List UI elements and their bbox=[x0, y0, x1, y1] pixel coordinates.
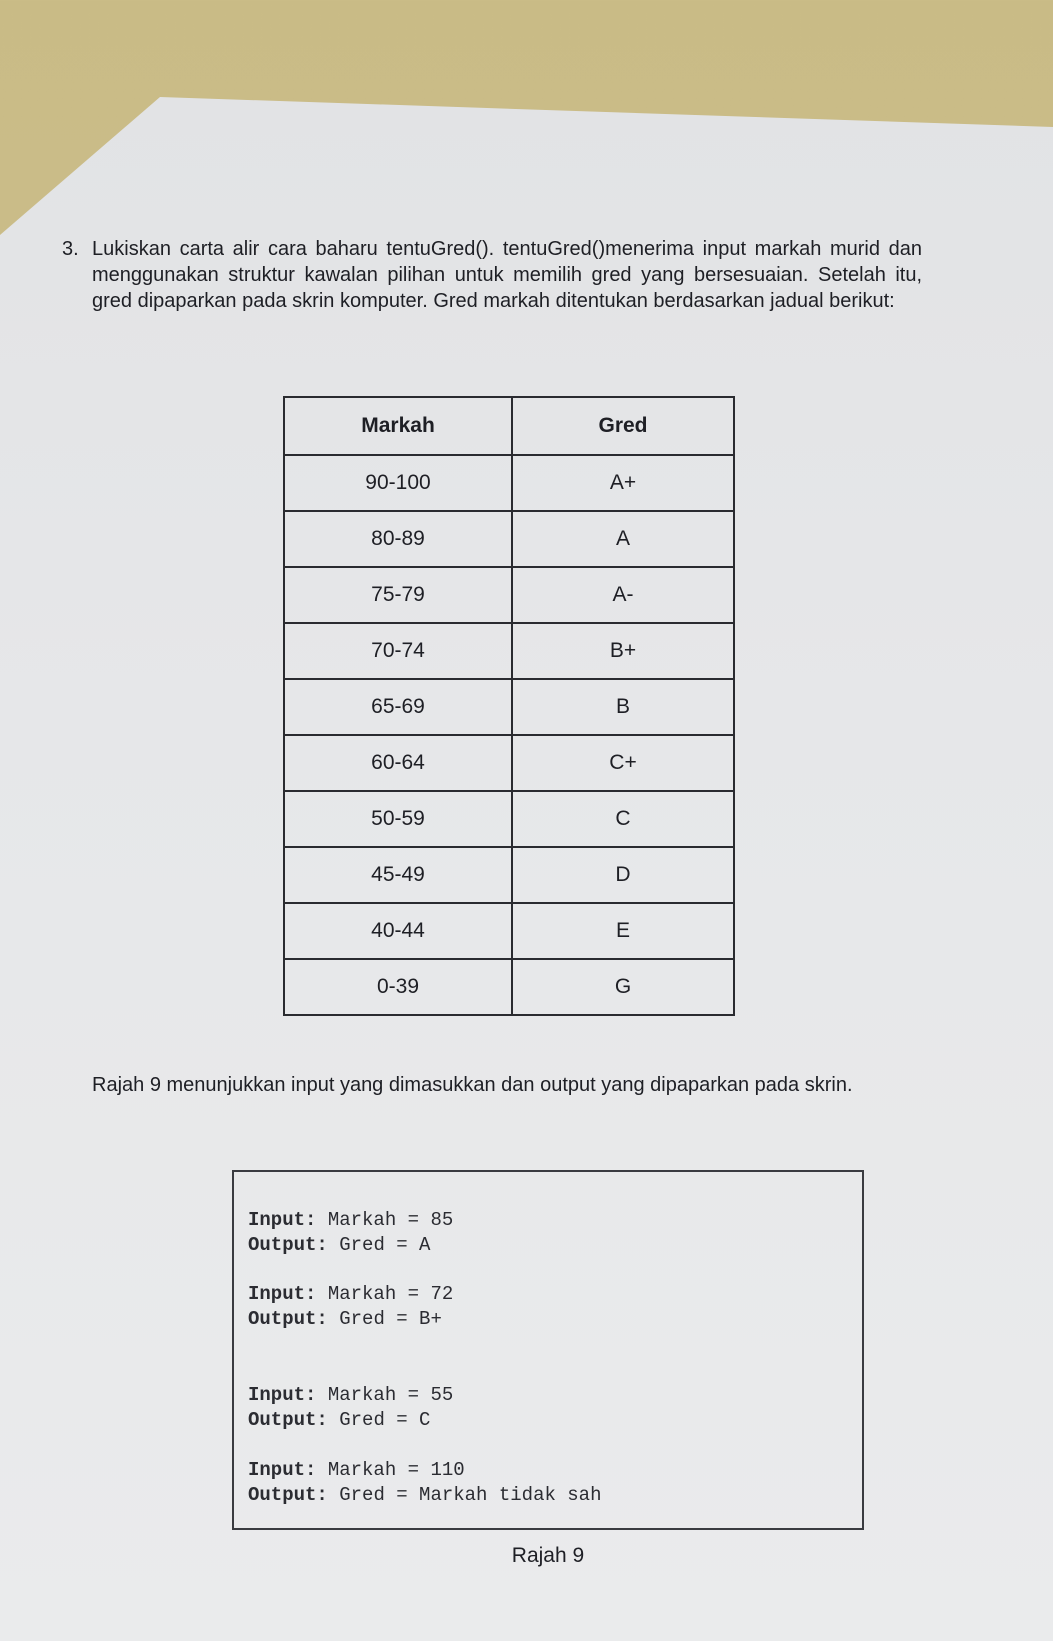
question-text: Lukiskan carta alir cara baharu tentuGred(). tentuGred()menerima input markah murid dan menggunakan struktur kawalan pilihan untuk memilih gred yang bersesuaian. Setelah itu, gred dipaparkan pada skrin komputer. Gred markah ditentukan berdasarkan jadual berikut: bbox=[92, 238, 922, 312]
output-label: Output: bbox=[248, 1234, 328, 1256]
gred-cell: A+ bbox=[512, 455, 734, 511]
gred-cell: C+ bbox=[512, 735, 734, 791]
input-label: Input: bbox=[248, 1384, 317, 1406]
io-example bbox=[248, 1282, 453, 1332]
markah-cell: 75-79 bbox=[284, 567, 512, 623]
question-block bbox=[62, 236, 922, 314]
input-value: Markah = 55 bbox=[327, 1384, 454, 1406]
figure-caption: Rajah 9 bbox=[511, 1544, 585, 1567]
table-row bbox=[284, 903, 734, 959]
table-header-row bbox=[284, 397, 734, 455]
gred-cell: B bbox=[512, 679, 734, 735]
gred-cell: A bbox=[512, 511, 734, 567]
markah-cell: 90-100 bbox=[284, 455, 512, 511]
input-value: Markah = 110 bbox=[327, 1459, 465, 1481]
table-row bbox=[284, 959, 734, 1015]
markah-cell: 40-44 bbox=[284, 903, 512, 959]
gred-cell: C bbox=[512, 791, 734, 847]
table-row bbox=[284, 791, 734, 847]
table-row bbox=[284, 679, 734, 735]
table-row bbox=[284, 455, 734, 511]
header-markah: Markah bbox=[284, 397, 512, 455]
io-example bbox=[248, 1383, 453, 1433]
gred-cell: B+ bbox=[512, 623, 734, 679]
input-label: Input: bbox=[248, 1459, 317, 1481]
output-label: Output: bbox=[248, 1484, 328, 1506]
output-label: Output: bbox=[248, 1409, 328, 1431]
figure-description: Rajah 9 menunjukkan input yang dimasukkan dan output yang dipaparkan pada skrin. bbox=[92, 1074, 853, 1096]
gred-cell: A- bbox=[512, 567, 734, 623]
markah-cell: 60-64 bbox=[284, 735, 512, 791]
output-value: Gred = Markah tidak sah bbox=[339, 1484, 602, 1506]
markah-cell: 45-49 bbox=[284, 847, 512, 903]
question-number: 3. bbox=[62, 238, 79, 260]
table-row bbox=[284, 567, 734, 623]
table-row bbox=[284, 623, 734, 679]
input-label: Input: bbox=[248, 1283, 317, 1305]
input-value: Markah = 85 bbox=[327, 1209, 454, 1231]
gred-cell: G bbox=[512, 959, 734, 1015]
io-example-box bbox=[232, 1170, 864, 1530]
markah-cell: 70-74 bbox=[284, 623, 512, 679]
gred-cell: D bbox=[512, 847, 734, 903]
table-row bbox=[284, 847, 734, 903]
markah-cell: 0-39 bbox=[284, 959, 512, 1015]
input-value: Markah = 72 bbox=[327, 1283, 454, 1305]
header-gred: Gred bbox=[512, 397, 734, 455]
output-value: Gred = B+ bbox=[339, 1308, 442, 1330]
output-value: Gred = A bbox=[339, 1234, 431, 1256]
markah-cell: 65-69 bbox=[284, 679, 512, 735]
gred-cell: E bbox=[512, 903, 734, 959]
io-example bbox=[248, 1208, 453, 1258]
output-label: Output: bbox=[248, 1308, 328, 1330]
markah-cell: 80-89 bbox=[284, 511, 512, 567]
markah-cell: 50-59 bbox=[284, 791, 512, 847]
output-value: Gred = C bbox=[339, 1409, 431, 1431]
table-row bbox=[284, 735, 734, 791]
io-example bbox=[248, 1458, 601, 1508]
table-row bbox=[284, 511, 734, 567]
grade-table bbox=[283, 396, 735, 1016]
input-label: Input: bbox=[248, 1209, 317, 1231]
